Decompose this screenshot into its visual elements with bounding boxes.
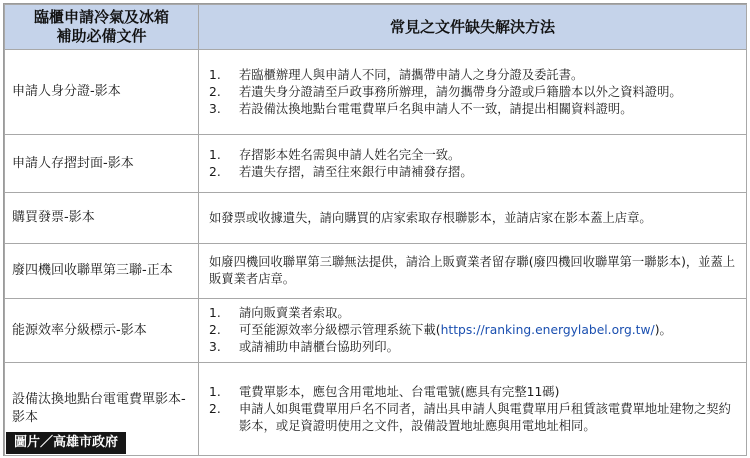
solution-cell	[199, 135, 747, 193]
solution-list	[207, 384, 740, 435]
table-row	[5, 135, 747, 193]
image-credit-badge: 圖片／高雄市政府	[6, 432, 126, 454]
table-row	[5, 299, 747, 363]
solution-text: 如廢四機回收聯單第三聯無法提供，請洽上販賣業者留存聯(廢四機回收聯單第一聯影本)，並蓋上販賣業者店章。	[209, 255, 736, 286]
list-item: 1. 存摺影本姓名需與申請人姓名完全一致。	[209, 147, 461, 162]
doc-cell: 購買發票-影本	[5, 193, 199, 244]
table-row	[5, 193, 747, 244]
list-item: 1. 請向販賣業者索取。	[209, 306, 350, 320]
list-item: 3. 若設備汰換地點台電電費單戶名與申請人不一致，請提出相關資料證明。	[209, 101, 633, 116]
header-required-documents	[5, 5, 199, 50]
solution-text: 如發票或收據遺失，請向購買的店家索取存根聯影本，並請店家在影本蓋上店章。	[209, 210, 652, 225]
solution-cell	[199, 244, 747, 299]
header-col1-line1: 臨櫃申請冷氣及冰箱	[33, 8, 169, 26]
header-solutions: 常見之文件缺失解決方法	[199, 5, 747, 50]
solution-cell	[199, 299, 747, 363]
list-item: 2. 若遺失存摺，請至往來銀行申請補發存摺。	[209, 164, 473, 179]
solution-list	[207, 67, 740, 118]
energylabel-link[interactable]: https://ranking.energylabel.org.tw/	[440, 323, 655, 337]
list-item: 2. 可至能源效率分級標示管理系統下載(https://ranking.energylabel.org.tw/)。	[209, 323, 672, 337]
list-item-text: 可至能源效率分級標示管理系統下載	[239, 323, 436, 337]
header-col1-line2: 補助必備文件	[56, 27, 147, 45]
doc-cell: 廢四機回收聯單第三聯-正本	[5, 244, 199, 299]
solution-cell	[199, 363, 747, 456]
table-row	[5, 244, 747, 299]
solution-cell	[199, 50, 747, 135]
list-item: 3. 或請補助申請櫃台協助列印。	[209, 340, 399, 354]
doc-cell: 設備汰換地點台電電費單影本-影本	[5, 363, 199, 456]
list-item: 1. 若臨櫃辦理人與申請人不同，請攜帶申請人之身分證及委託書。	[209, 67, 584, 82]
doc-cell: 申請人存摺封面-影本	[5, 135, 199, 193]
document-table-container	[3, 3, 747, 456]
list-item: 1. 電費單影本，應包含用電地址、台電電號(應具有完整11碼)	[209, 384, 560, 399]
table-row	[5, 50, 747, 135]
doc-cell: 申請人身分證-影本	[5, 50, 199, 135]
solution-list	[207, 305, 740, 356]
list-item: 2. 申請人如與電費單用戶名不同者，請出具申請人與電費單用戶租賃該電費單地址建物之契約影本，或足資證明使用之文件，設備設置地址應與用電地址相同。	[209, 401, 731, 433]
solution-cell	[199, 193, 747, 244]
table-header-row	[5, 5, 747, 50]
doc-cell: 能源效率分級標示-影本	[5, 299, 199, 363]
solution-list	[207, 147, 740, 181]
list-item: 2. 若遺失身分證請至戶政事務所辦理，請勿攜帶身分證或戶籍謄本以外之資料證明。	[209, 84, 682, 99]
required-documents-table	[4, 4, 747, 456]
